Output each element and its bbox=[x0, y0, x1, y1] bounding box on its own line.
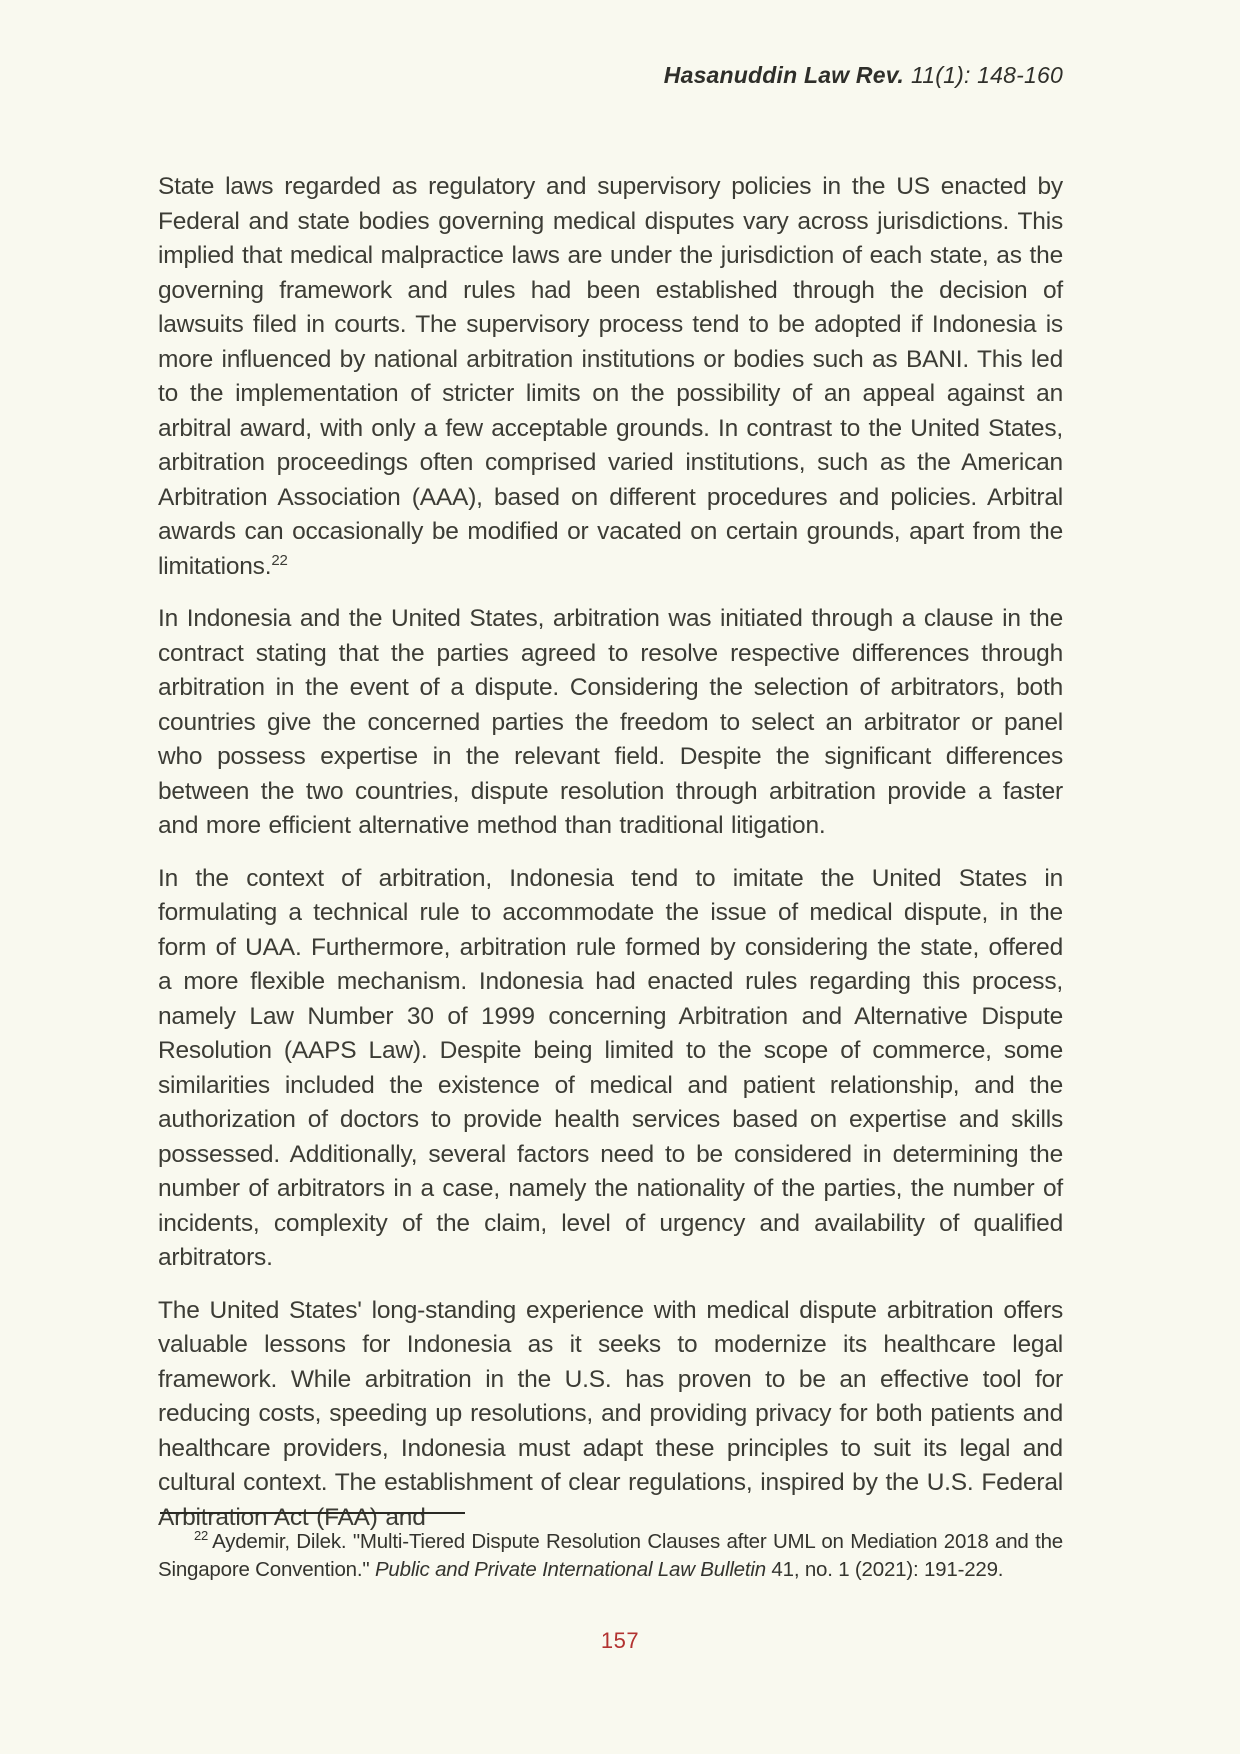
paragraph: State laws regarded as regulatory and supervisory policies in the US enacted by Federal and state bodies governing medical disputes vary across jurisdictions. This implied that medical malpractice laws are under the jurisdiction of each state, as the governing framework and rules had been established through the decision of lawsuits filed in courts. The supervisory process tend to be adopted if Indonesia is more influenced by national arbitration institutions or bodies such as BANI. This led to the implementation of stricter limits on the possibility of an appeal against an arbitral award, with only a few acceptable grounds. In contrast to the United States, arbitration proceedings often comprised varied institutions, such as the American Arbitration Association (AAA), based on different procedures and policies. Arbitral awards can occasionally be modified or vacated on certain grounds, apart from the limitations.$^{22}$ bbox=[158, 173, 1063, 580]
page-number: 157 bbox=[600, 1628, 640, 1653]
footnote-ref: 22 bbox=[271, 551, 288, 569]
footnote bbox=[158, 1528, 1063, 1584]
running-header bbox=[158, 62, 1063, 89]
paragraph: In the context of arbitration, Indonesia tend to imitate the United States in formulating a technical rule to accommodate the issue of medical dispute, in the form of UAA. Furthermore, arbitration rule formed by considering the state, offered a more flexible mechanism. Indonesia had enacted rules regarding this process, namely Law Number 30 of 1999 concerning Arbitration and Alternative Dispute Resolution (AAPS Law). Despite being limited to the scope of commerce, some similarities included the existence of medical and patient relationship, and the authorization of doctors to provide health services based on expertise and skills possessed. Additionally, several factors need to be considered in determining the number of arbitrators in a case, namely the nationality of the parties, the number of incidents, complexity of the claim, level of urgency and availability of qualified arbitrators. bbox=[158, 864, 1063, 1271]
footnote-journal-name: Public and Private International Law Bulletin bbox=[374, 1558, 766, 1581]
footnote-citation-text: Aydemir, Dilek. "Multi-Tiered Dispute Resolution Clauses after UML on Mediation 2018 and the Singapore Convention." bbox=[158, 1530, 1063, 1581]
article-body bbox=[158, 170, 1063, 1553]
paragraph: The United States' long-standing experience with medical dispute arbitration offers valuable lessons for Indonesia as it seeks to modernize its healthcare legal framework. While arbitration in the U.S. has proven to be an effective tool for reducing costs, speeding up resolutions, and providing privacy for both patients and healthcare providers, Indonesia must adapt these principles to suit its legal and cultural context. The establishment of clear regulations, inspired by the U.S. Federal Arbitration Act (FAA) and bbox=[158, 1296, 1063, 1531]
journal-title: Hasanuddin Law Rev. bbox=[663, 62, 905, 88]
footnote-separator bbox=[160, 1512, 465, 1514]
journal-issue-info: 11(1): 148-160 bbox=[911, 62, 1063, 88]
footnote-marker: 22 bbox=[194, 1528, 209, 1544]
footnote-block bbox=[158, 1512, 1063, 1584]
paragraph: In Indonesia and the United States, arbitration was initiated through a clause in the contract stating that the parties agreed to resolve respective differences through arbitration in the event of a dispute. Considering the selection of arbitrators, both countries give the concerned parties the freedom to select an arbitrator or panel who possess expertise in the relevant field. Despite the significant differences between the two countries, dispute resolution through arbitration provide a faster and more efficient alternative method than traditional litigation. bbox=[158, 605, 1063, 839]
footnote-citation-tail: 41, no. 1 (2021): 191-229. bbox=[765, 1558, 1004, 1581]
